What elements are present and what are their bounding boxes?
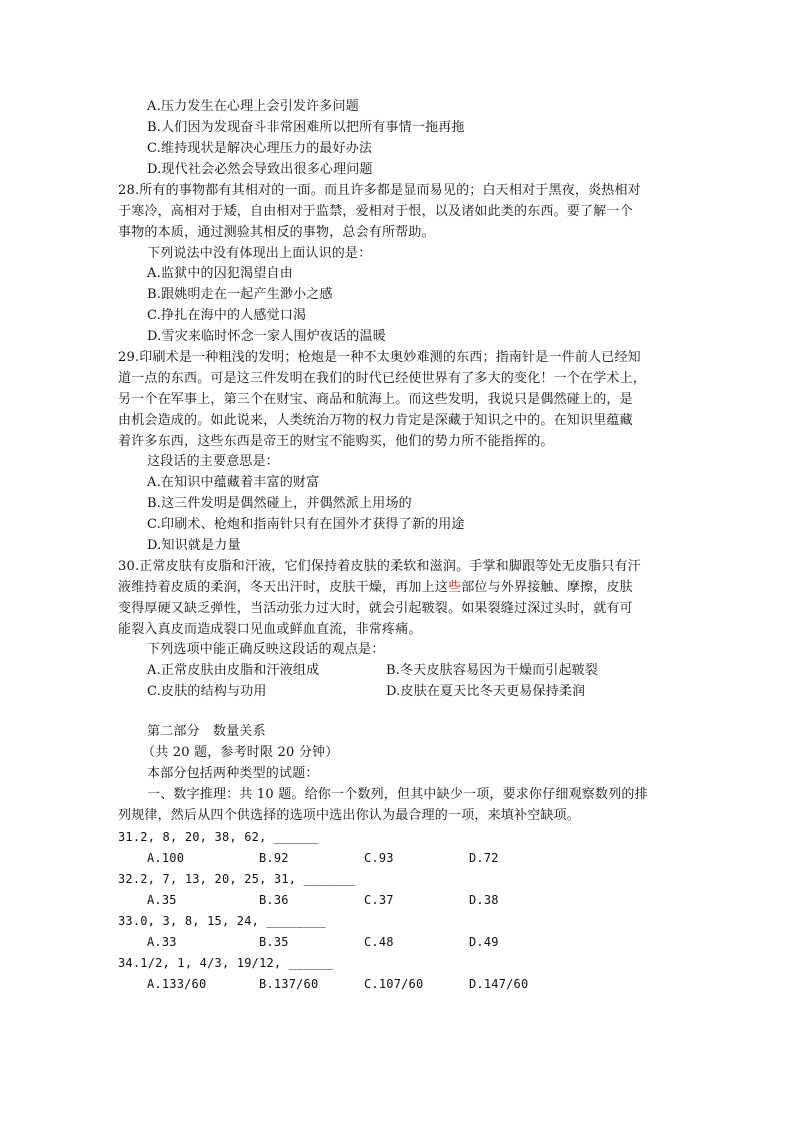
q34-option-b: B.137/60 bbox=[259, 977, 319, 991]
q29-stem-line: 着许多东西，这些东西是帝王的财宝不能购买，他们的势力所不能指挥的。 bbox=[118, 434, 554, 449]
q30-text-before: 液维持着皮质的柔润，冬天出汗时，皮肤干燥，再加上这 bbox=[118, 580, 449, 595]
q29-stem-line: 29.印刷术是一种粗浅的发明；枪炮是一种不太奥妙难测的东西；指南针是一件前人已经知 bbox=[118, 350, 641, 365]
q30-prompt: 下列选项中能正确反映这段话的观点是： bbox=[147, 642, 385, 657]
q30-stem-line: 能裂入真皮而造成裂口见血或鲜血直流，非常疼痛。 bbox=[118, 622, 422, 637]
q28-option-a: A.监狱中的囚犯渴望自由 bbox=[147, 266, 293, 281]
q33-option-a: A.33 bbox=[147, 935, 177, 949]
q32-sequence: 32.2, 7, 13, 20, 25, 31, _______ bbox=[118, 872, 356, 886]
q30-stem-line: 变得厚硬又缺乏弹性，当活动张力过大时，就会引起皲裂。如果裂缝过深过头时，就有可 bbox=[118, 601, 633, 616]
q34-option-a: A.133/60 bbox=[147, 977, 207, 991]
q27-option-a: A.压力发生在心理上会引发许多问题 bbox=[147, 99, 359, 114]
q32-option-d: D.38 bbox=[469, 893, 499, 907]
q29-option-d: D.知识就是力量 bbox=[147, 538, 241, 553]
q30-option-c: C.皮肤的结构与功用 bbox=[147, 684, 267, 699]
q28-stem-line: 28.所有的事物都有其相对的一面。而且许多都是显而易见的；白天相对于黑夜，炎热相对 bbox=[118, 183, 641, 198]
q29-option-c: C.印刷术、枪炮和指南针只有在国外才获得了新的用途 bbox=[147, 517, 465, 532]
q28-stem-line: 事物的本质，通过测验其相反的事物，总会有所帮助。 bbox=[118, 225, 435, 240]
q27-option-c: C.维持现状是解决心理压力的最好办法 bbox=[147, 141, 373, 156]
q28-option-b: B.跟姚明走在一起产生渺小之感 bbox=[147, 287, 333, 302]
q33-option-b: B.35 bbox=[259, 935, 289, 949]
q30-stem-line bbox=[118, 578, 633, 598]
q33-option-c: C.48 bbox=[364, 935, 394, 949]
part2-intro: 本部分包括两种类型的试题： bbox=[147, 766, 319, 781]
q28-stem-line: 于寒冷，高相对于矮，自由相对于监禁，爱相对于恨，以及诸如此类的东西。要了解一个 bbox=[118, 204, 633, 219]
q28-prompt: 下列说法中没有体现出上面认识的是： bbox=[147, 246, 372, 261]
q34-sequence: 34.1/2, 1, 4/3, 19/12, ______ bbox=[118, 956, 334, 970]
q34-option-d: D.147/60 bbox=[469, 977, 529, 991]
q33-option-d: D.49 bbox=[469, 935, 499, 949]
q27-option-d: D.现代社会必然会导致出很多心理问题 bbox=[147, 162, 373, 177]
q31-option-d: D.72 bbox=[469, 851, 499, 865]
q29-option-b: B.这三件发明是偶然碰上，并偶然派上用场的 bbox=[147, 496, 412, 511]
q29-stem-line: 由机会造成的。如此说来，人类统治万物的权力肯定是深藏于知识之中的。在知识里蕴藏 bbox=[118, 413, 633, 428]
q33-sequence: 33.0, 3, 8, 15, 24, ________ bbox=[118, 914, 326, 928]
q30-option-a: A.正常皮肤由皮脂和汗液组成 bbox=[147, 663, 320, 678]
q31-option-c: C.93 bbox=[364, 851, 394, 865]
q27-option-b: B.人们因为发现奋斗非常困难所以把所有事情一拖再拖 bbox=[147, 120, 465, 135]
q30-stem-line: 30.正常皮肤有皮脂和汗液，它们保持着皮肤的柔软和滋润。手掌和脚跟等处无皮脂只有汗 bbox=[118, 559, 641, 574]
q29-prompt: 这段话的主要意思是： bbox=[147, 454, 280, 469]
part2-title: 第二部分 数量关系 bbox=[147, 724, 266, 739]
q32-option-b: B.36 bbox=[259, 893, 289, 907]
q30-highlighted-char: 些 bbox=[448, 580, 462, 595]
q31-option-a: A.100 bbox=[147, 851, 185, 865]
q29-stem-line: 另一个在军事上，第三个在财宝、商品和航海上。而这些发明，我说只是偶然碰上的，是 bbox=[118, 392, 633, 407]
q30-option-d: D.皮肤在夏天比冬天更易保持柔润 bbox=[386, 684, 586, 699]
q32-option-a: A.35 bbox=[147, 893, 177, 907]
q28-option-d: D.雪灾来临时怀念一家人围炉夜话的温暖 bbox=[147, 329, 386, 344]
q28-option-c: C.挣扎在海中的人感觉口渴 bbox=[147, 308, 307, 323]
q34-option-c: C.107/60 bbox=[364, 977, 424, 991]
part2-time: （共 20 题，参考时限 20 分钟） bbox=[142, 745, 339, 760]
q29-option-a: A.在知识中蕴藏着丰富的财富 bbox=[147, 475, 320, 490]
q31-option-b: B.92 bbox=[259, 851, 289, 865]
part2-desc-line: 列规律，然后从四个供选择的选项中选出你认为最合理的一项，来填补空缺项。 bbox=[118, 808, 581, 823]
q29-stem-line: 道一点的东西。可是这三件发明在我们的时代已经使世界有了多大的变化！一个在学术上， bbox=[118, 371, 647, 386]
q30-option-b: B.冬天皮肤容易因为干燥而引起皲裂 bbox=[386, 663, 599, 678]
part2-desc-line: 一、数字推理：共 10 题。给你一个数列，但其中缺少一项，要求你仔细观察数列的排 bbox=[147, 787, 648, 802]
q30-text-after: 部位与外界接触、摩擦，皮肤 bbox=[461, 580, 633, 595]
q32-option-c: C.37 bbox=[364, 893, 394, 907]
q31-sequence: 31.2, 8, 20, 38, 62, ______ bbox=[118, 830, 319, 844]
